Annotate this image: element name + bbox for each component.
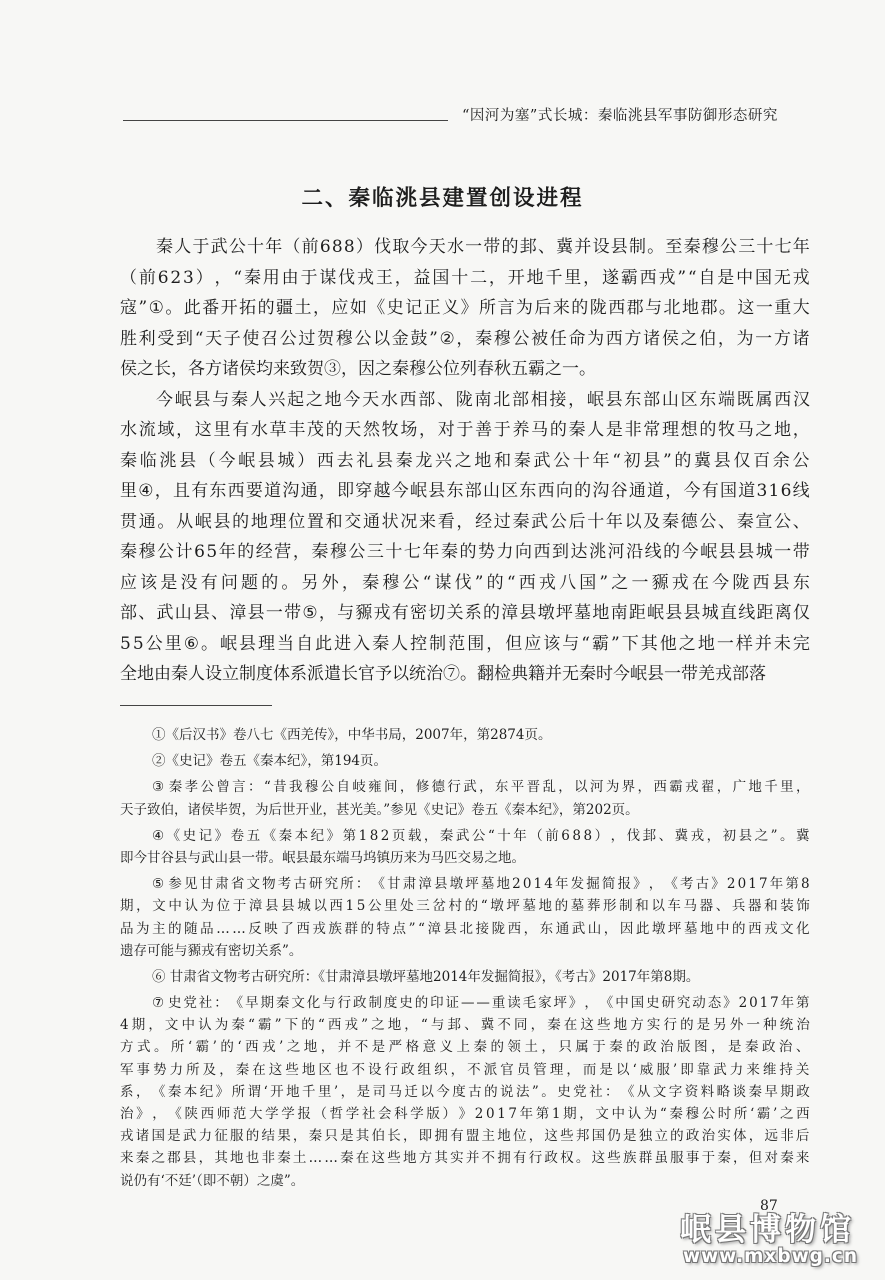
footnote <box>120 825 810 869</box>
paragraph-line: 今 岷 县 与 秦 人 兴 起 之 地 今 天 水 西 部 、 陇 南 北 部 相 接 ， 岷 县 东 部 山 区 东 端 既 属 西 汉 <box>156 389 810 410</box>
paragraph-line: 全地由秦人设立制度体系派遣长官予以统治⑦。翻检典籍并无秦时今岷县一带羌戎部落 <box>120 664 766 684</box>
paragraph-line: 贯 通 。 从 岷 县 的 地 理 位 置 和 交 通 状 况 来 看 ， 经 过 秦 武 公 后 十 年 以 及 秦 德 公 、 秦 宣 公 、 <box>120 511 810 532</box>
footnote-line: 天子致伯，诸侯毕贺，为后世开业，甚光美。”参见《史记》卷五《秦本纪》，第202页。 <box>120 801 639 818</box>
footnote-line: ①《后汉书》卷八七《西羌传》，中华书局，2007年，第2874页。 <box>152 727 552 743</box>
footnote-line: ⑦ 史 党 社 ： 《 早 期 秦 文 化 与 行 政 制 度 史 的 印 证 — — 重 读 毛 家 坪 》 ， 《 中 国 史 研 究 动 态 》 2 0 1 7 年 第 <box>152 995 810 1012</box>
watermark-name: 岷县博物馆 <box>680 1212 855 1248</box>
footnote-line: ②《史记》卷五《秦本纪》，第194页。 <box>152 753 388 770</box>
paragraph-line: 寇 ” ① 。 此 番 开 拓 的 疆 土 ， 应 如 《 史 记 正 义 》 所 言 为 后 来 的 陇 西 郡 与 北 地 郡 。 这 一 重 大 <box>120 298 810 318</box>
paragraph-line: （ 前 6 2 3 ） ， “ 秦 用 由 于 谋 伐 戎 王 ， 益 国 十 二 ， 开 地 千 里 ， 遂 霸 西 戎 ” “ 自 是 中 国 无 戎 <box>120 267 810 288</box>
footnote-line: 戎 诸 国 是 武 力 征 服 的 结 果 ， 秦 只 是 其 伯 长 ， 即 拥 有 盟 主 地 位 ， 这 些 邦 国 仍 是 独 立 的 政 治 实 体 ， 远 非 后 <box>120 1128 810 1145</box>
paragraph-line: 秦 临 洮 县 （ 今 岷 县 城 ） 西 去 礼 县 秦 龙 兴 之 地 和 秦 武 公 十 年 “ 初 县 ” 的 冀 县 仅 百 余 公 <box>120 450 810 471</box>
footnote-line: 说仍有‘不廷’（即不朝）之虞”。 <box>120 1172 305 1189</box>
footnote-line: 方 式 。 所 ‘ 霸 ’ 的 ‘ 西 戎 ’ 之 地 ， 并 不 是 严 格 意 义 上 秦 的 领 土 ， 只 属 于 秦 的 政 治 版 图 ， 是 秦 政 治 、 <box>120 1039 810 1056</box>
footnote <box>120 966 810 988</box>
footnote <box>120 873 810 962</box>
page-number: 87 <box>760 1198 778 1214</box>
body-text <box>120 232 810 690</box>
footnote-line: 4 期 ， 文 中 认 为 秦 “ 霸 ” 下 的 “ 西 戎 ” 之 地 ， “ 与 邽 、 冀 不 同 ， 秦 在 这 些 地 方 实 行 的 是 另 外 一 种 统 治 <box>120 1017 810 1034</box>
footnotes <box>120 724 810 1196</box>
paragraph-line: 秦 人 于 武 公 十 年 （ 前 6 8 8 ） 伐 取 今 天 水 一 带 的 邽 、 冀 并 设 县 制 。 至 秦 穆 公 三 十 七 年 <box>156 237 810 257</box>
section-title: 二、秦临洮县建置创设进程 <box>301 186 584 211</box>
footnote-line: 治 》 ， 《 陕 西 师 范 大 学 学 报 （ 哲 学 社 会 科 学 版 ） 》 2 0 1 7 年 第 1 期 ， 文 中 认 为 “ 秦 穆 公 时 所 ‘ 霸 ’ 之 西 <box>120 1106 810 1122</box>
footnote-line: ⑥ 甘肃省文物考古研究所：《甘肃漳县墩坪墓地2014年发掘简报》，《考古》2017年第8期。 <box>152 968 700 985</box>
watermark-url: www.mxbwg.cn <box>683 1246 859 1267</box>
paragraph-line: 应 该 是 没 有 问 题 的 。 另 外 ， 秦 穆 公 “ 谋 伐 ” 的 “ 西 戎 八 国 ” 之 一 豲 戎 在 今 陇 西 县 东 <box>120 572 810 593</box>
paragraph-line: 5 5 公 里 ⑥ 。 岷 县 理 当 自 此 进 入 秦 人 控 制 范 围 ， 但 应 该 与 “ 霸 ” 下 其 他 之 地 一 样 并 未 完 <box>120 633 810 654</box>
footnote-line: 即今甘谷县与武山县一带。岷县最东端马坞镇历来为马匹交易之地。 <box>120 849 525 866</box>
paragraph-line: 侯之长，各方诸侯均来致贺③，因之秦穆公位列春秋五霸之一。 <box>120 359 596 379</box>
footnote-line: 来 秦 之 郡 县 ， 其 地 也 非 秦 土 … … 秦 在 这 些 地 方 其 实 并 不 拥 有 行 政 权 。 这 些 族 群 虽 服 事 于 秦 ， 但 对 秦 来 <box>120 1150 810 1167</box>
running-header: “因河为塞”式长城：秦临洮县军事防御形态研究 <box>462 108 778 124</box>
footnote <box>120 724 810 746</box>
footnote-line: 品 为 主 的 随 品 … … 反 映 了 西 戎 族 群 的 特 点 ” “ 漳 县 北 接 陇 西 ， 东 通 武 山 ， 因 此 墩 坪 墓 地 中 的 西 戎 文 化 <box>120 920 810 937</box>
footnote <box>120 776 810 820</box>
footnote-line: ④ 《 史 记 》 卷 五 《 秦 本 纪 》 第 1 8 2 页 载 ， 秦 武 公 “ 十 年 （ 前 6 8 8 ） ， 伐 邽 、 冀 戎 ， 初 县 之 ” 。 冀 <box>152 827 810 844</box>
paragraph-line: 胜 利 受 到 “ 天 子 使 召 公 过 贺 穆 公 以 金 鼓 ” ② ， 秦 穆 公 被 任 命 为 西 方 诸 侯 之 伯 ， 为 一 方 诸 <box>120 328 810 349</box>
header-rule <box>123 120 448 121</box>
footnote-line: 军 事 势 力 所 及 ， 秦 在 这 些 地 区 也 不 设 行 政 组 织 ， 不 派 官 员 管 理 ， 而 是 以 ‘ 威 服 ’ 即 靠 武 力 来 维 持 关 <box>120 1061 810 1078</box>
footnote-rule <box>120 705 272 706</box>
footnote-line: 期 ， 文 中 认 为 位 于 漳 县 县 城 以 西 1 5 公 里 处 三 岔 村 的 “ 墩 坪 墓 地 的 墓 葬 形 制 和 以 车 马 器 、 兵 器 和 装 饰 <box>120 898 810 915</box>
footnote-line: ⑤ 参 见 甘 肃 省 文 物 考 古 研 究 所 ： 《 甘 肃 漳 县 墩 坪 墓 地 2 0 1 4 年 发 掘 简 报 》 ， 《 考 古 》 2 0 1 7 年 第 8 <box>152 876 810 893</box>
paragraph-line: 秦 穆 公 计 6 5 年 的 经 营 ， 秦 穆 公 三 十 七 年 秦 的 势 力 向 西 到 达 洮 河 沿 线 的 今 岷 县 县 城 一 带 <box>120 542 810 562</box>
paragraph-line: 部 、 武 山 县 、 漳 县 一 带 ⑤ ， 与 豲 戎 有 密 切 关 系 的 漳 县 墩 坪 墓 地 南 距 岷 县 县 城 直 线 距 离 仅 <box>120 603 810 623</box>
footnote-line: ③ 秦 孝 公 曾 言 ： “ 昔 我 穆 公 自 岐 雍 间 ， 修 德 行 武 ， 东 平 晋 乱 ， 以 河 为 界 ， 西 霸 戎 翟 ， 广 地 千 里 ， <box>152 779 810 796</box>
footnote <box>120 992 810 1192</box>
footnote <box>120 750 810 772</box>
footnote-line: 遗存可能与豲戎有密切关系”。 <box>120 942 303 959</box>
paragraph-line: 水 流 域 ， 这 里 有 水 草 丰 茂 的 天 然 牧 场 ， 对 于 善 于 养 马 的 秦 人 是 非 常 理 想 的 牧 马 之 地 ， <box>120 420 810 440</box>
paragraph-line: 里 ④ ， 且 有 东 西 要 道 沟 通 ， 即 穿 越 今 岷 县 东 部 山 区 东 西 向 的 沟 谷 通 道 ， 今 有 国 道 3 1 6 线 <box>120 481 810 501</box>
footnote-line: 系 ， 《 秦 本 纪 》 所 谓 ‘ 开 地 千 里 ’ ， 是 司 马 迁 以 今 度 古 的 说 法 ” 。 史 党 社 ： 《 从 文 字 资 料 略 谈 秦 早 期 政 <box>120 1083 810 1100</box>
